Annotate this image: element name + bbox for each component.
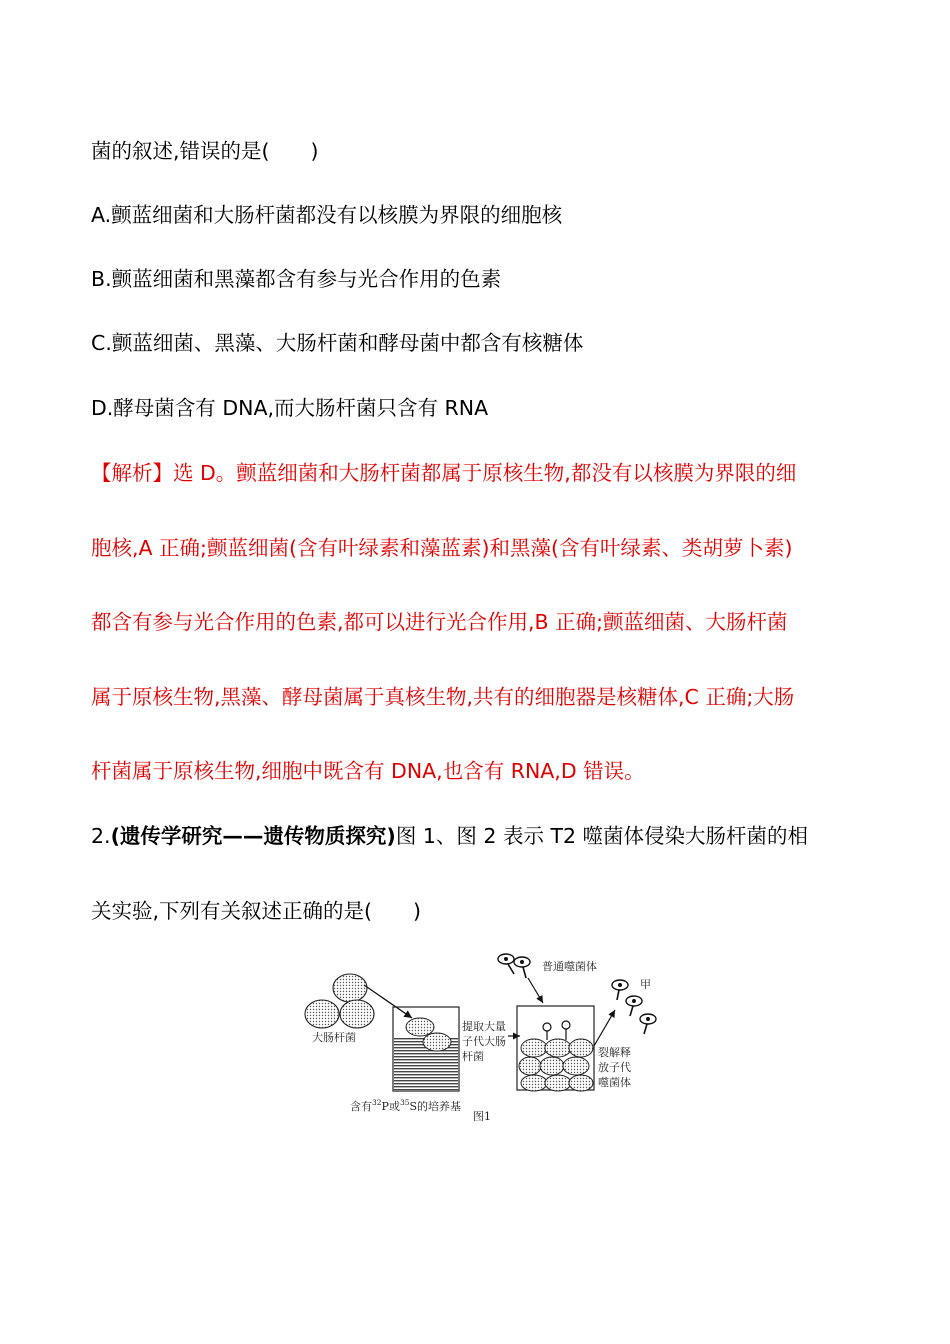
arrow-phage-in [528,978,543,1003]
q1-option-a: A.颤蓝细菌和大肠杆菌都没有以核膜为界限的细胞核 [91,203,563,227]
q1-analysis-line-5: 杆菌属于原核生物,细胞中既含有 DNA,也含有 RNA,D 错误。 [91,759,645,783]
ecoli-cluster [305,974,374,1028]
label-lysis-2: 放子代 [598,1061,631,1074]
label-medium-mid: P或 [381,1100,400,1113]
q1-option-b: B.颤蓝细菌和黑藻都含有参与光合作用的色素 [91,267,502,291]
q1-analysis-line-2: 胞核,A 正确;颤蓝细菌(含有叶绿素和藻蓝素)和黑藻(含有叶绿素、类胡萝卜素) [91,536,793,560]
label-medium [350,1098,461,1113]
q2-stem-rest: 图 1、图 2 表示 T2 噬菌体侵染大肠杆菌的相 [395,824,809,848]
medium-beaker [393,1007,459,1091]
q1-option-c: C.颤蓝细菌、黑藻、大肠杆菌和酵母菌中都含有核糖体 [91,331,584,355]
normal-phage-icon [498,954,514,974]
progeny-phage-icon [640,1014,656,1034]
figure-caption: 图1 [473,1110,491,1123]
progeny-phage-icon [612,980,628,1000]
q1-stem-tail: 菌的叙述,错误的是( ) [91,139,319,163]
q2-number: 2. [91,824,111,848]
label-extract-1: 提取大量 [462,1020,506,1033]
phage-on-cell [562,1021,570,1040]
progeny-phage-icon [626,996,642,1016]
phage-on-cell [543,1023,551,1040]
label-medium-p-superscript: 32 [372,1098,382,1107]
q1-analysis-line-1: 【解析】选 D。颤蓝细菌和大肠杆菌都属于原核生物,都没有以核膜为界限的细 [91,461,797,485]
q1-analysis-line-3: 都含有参与光合作用的色素,都可以进行光合作用,B 正确;颤蓝细菌、大肠杆菌 [91,610,788,634]
culture-container [517,1006,594,1091]
q2-stem-line-1 [91,822,808,850]
figure-1 [300,948,670,1133]
arrow-release [594,1010,615,1046]
label-extract-3: 杆菌 [462,1050,484,1063]
q1-option-d: D.酵母菌含有 DNA,而大肠杆菌只含有 RNA [91,396,489,420]
label-medium-s-superscript: 35 [399,1098,410,1107]
label-jia: 甲 [640,978,651,991]
label-lysis-3: 噬菌体 [598,1076,631,1089]
q1-analysis-line-4: 属于原核生物,黑藻、酵母菌属于真核生物,共有的细胞器是核糖体,C 正确;大肠 [91,685,795,709]
label-extract-2: 子代大肠 [462,1035,506,1048]
q2-stem-line-2: 关实验,下列有关叙述正确的是( ) [91,899,422,923]
label-normal-phage: 普通噬菌体 [542,960,597,973]
label-medium-suffix: S的培养基 [409,1100,462,1113]
normal-phage-icon [514,957,530,978]
label-medium-prefix: 含有 [350,1100,372,1113]
label-lysis-1: 裂解释 [598,1046,631,1059]
q2-tag: (遗传学研究——遗传物质探究) [110,824,396,848]
label-ecoli: 大肠杆菌 [312,1031,356,1044]
